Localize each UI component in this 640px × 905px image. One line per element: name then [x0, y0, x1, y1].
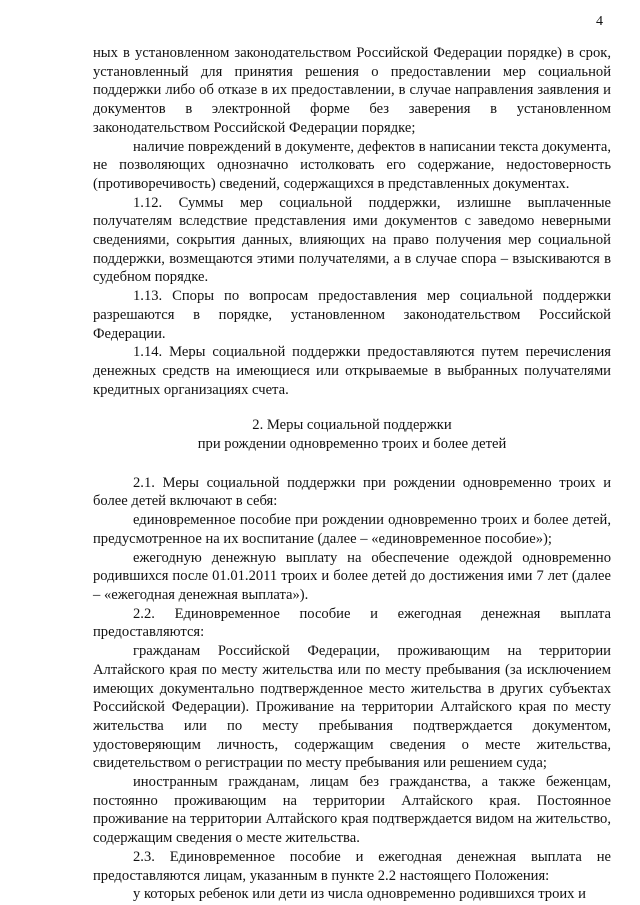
paragraph-russian-citizens: гражданам Российской Федерации, проживающим на территории Алтайского края по месту жительства или по месту пребывания (за исключением имеющих документально подтвержденное место жительства в других субъектах Российской Федерации). Проживание на территории Алтайского края по месту жительства или по месту пребывания подтверждается документом, удостоверяющим личность, содержащим сведения о месте жительства, свидетельством о регистрации по месту пребывания или решением суда;: [93, 643, 611, 772]
paragraph-lump-sum-benefit: единовременное пособие при рождении одновременно троих и более детей, предусмотренное на их воспитание (далее – «единовременное пособие»);: [93, 512, 611, 547]
paragraph-document-defects: наличие повреждений в документе, дефектов в написании текста документа, не позволяющих однозначно истолковать его содержание, недостоверность (противоречивость) сведений, содержащихся в представленных документах.: [93, 138, 611, 192]
paragraph-exclusion: у которых ребенок или дети из числа одновременно родившихся троих и: [133, 886, 586, 903]
document-body: [93, 44, 611, 904]
paragraph-1-13: 1.13. Споры по вопросам предоставления мер социальной поддержки разрешаются в порядке, установленном законодательством Российской Федерации.: [93, 288, 611, 342]
paragraph-1-14: 1.14. Меры социальной поддержки предоставляются путем перечисления денежных средств на имеющиеся или открываемые в выбранных получателями кредитных организациях счета.: [93, 344, 611, 398]
paragraph-2-1: 2.1. Меры социальной поддержки при рождении одновременно троих и более детей включают в себя:: [93, 474, 611, 510]
paragraph-2-2: 2.2. Единовременное пособие и ежегодная денежная выплата предоставляются:: [93, 605, 611, 641]
paragraph-2-3: 2.3. Единовременное пособие и ежегодная денежная выплата не предоставляются лицам, указанным в пункте 2.2 настоящего Положения:: [93, 848, 611, 884]
section-heading-subtitle: при рождении одновременно троих и более детей: [197, 436, 507, 453]
section-heading-title: 2. Меры социальной поддержки: [252, 417, 452, 434]
page-number: 4: [596, 14, 603, 29]
paragraph-1-12: 1.12. Суммы мер социальной поддержки, излишне выплаченные получателям вследствие представления ими документов с заведомо неверными сведениями, сокрытия данных, влияющих на право получения мер социальной поддержки, возмещаются этими получателями, а в случае спора – взыскиваются в судебном порядке.: [93, 194, 611, 286]
section-heading: [93, 416, 611, 453]
paragraph-annual-payment: ежегодную денежную выплату на обеспечение одеждой одновременно родившихся после 01.01.2011 троих и более детей до достижения ими 7 лет (далее – «ежегодная денежная выплата»).: [93, 549, 611, 603]
paragraph-continuation: ных в установленном законодательством Российской Федерации порядке) в срок, установленный для принятия решения о предоставлении мер социальной поддержки либо об отказе в их предоставлении, в случае направления заявления и документов в электронной форме без заверения в установленном законодательством Российской Федерации порядке;: [93, 45, 611, 136]
paragraph-foreign-citizens: иностранным гражданам, лицам без гражданства, а также беженцам, постоянно проживающим на территории Алтайского края. Постоянное проживание на территории Алтайского края подтверждается видом на жительство, содержащим сведения о месте жительства.: [93, 774, 611, 847]
